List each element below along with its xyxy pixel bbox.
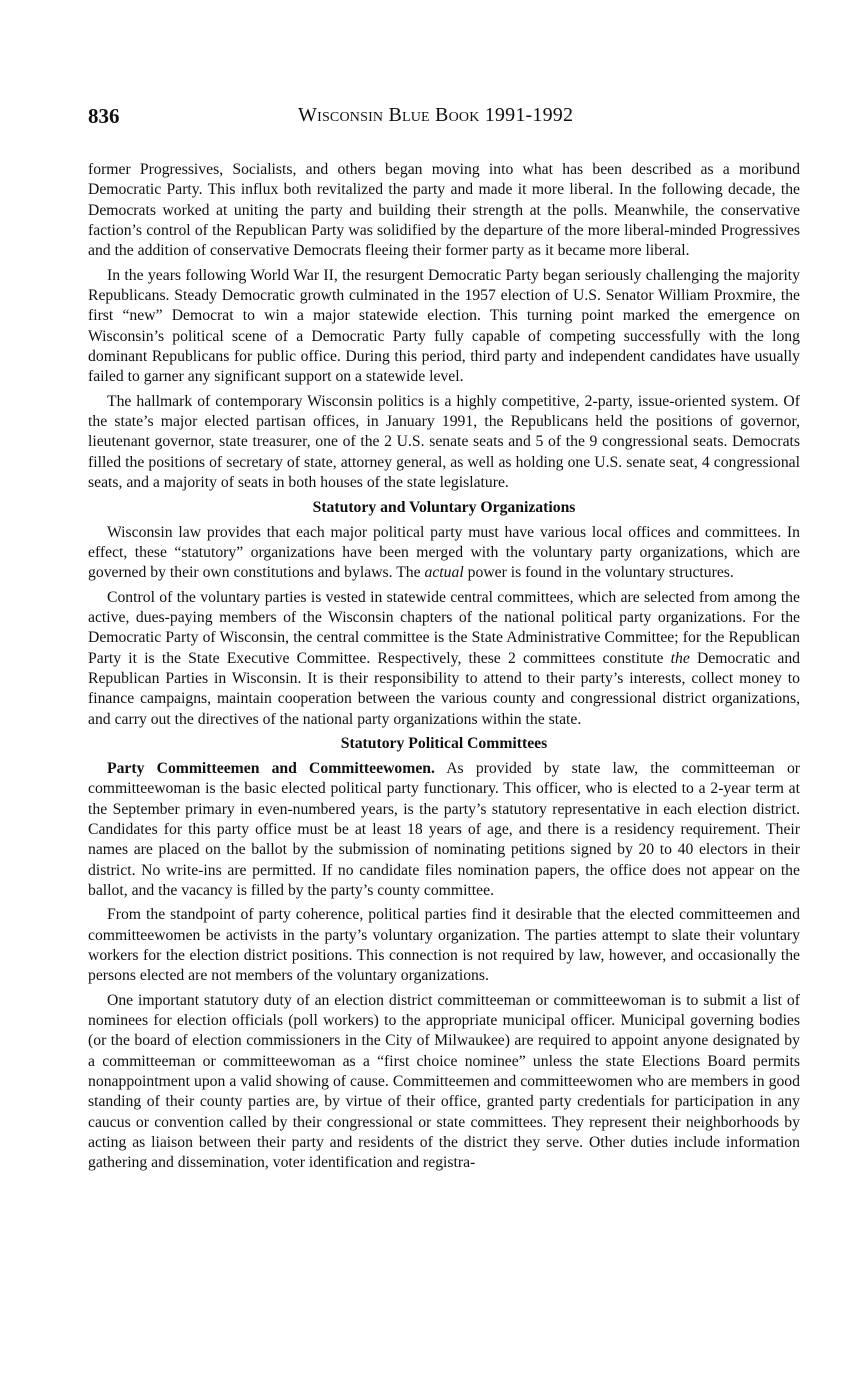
section-heading-statutory-voluntary: Statutory and Voluntary Organizations bbox=[312, 498, 576, 516]
page-header bbox=[88, 104, 800, 130]
running-title bbox=[298, 104, 573, 127]
p4-text-a: Wisconsin law provides that each major political party must have various local offices and committees. In effect, these “statutory” organizations have been merged with the voluntary party organizations, which are governed by their own constitutions and bylaws. The bbox=[88, 523, 800, 582]
paragraph-control bbox=[88, 588, 800, 730]
paragraph-postwar: In the years following World War II, the resurgent Democratic Party began seriously challenging the majority Republicans. Steady Democratic growth culminated in the 1957 election of U.S. Senator William Proxmire, the first “new” Democrat to win a major statewide election. This turning point marked the emergence on Wisconsin’s political scene of a Democratic Party fully capable of competing successfully with the long dominant Republicans for public office. During this period, third party and independent candidates have usually failed to garner any significant support on a statewide level. bbox=[88, 266, 800, 386]
title-years: 1991-1992 bbox=[484, 104, 574, 126]
title-lue: lue bbox=[402, 104, 430, 126]
page-number: 836 bbox=[88, 104, 120, 128]
paragraph-continued: former Progressives, Socialists, and others began moving into what has been described as a moribund Democratic Party. This influx both revitalized the party and made it more liberal. In the following decade, the Democrats worked at uniting the party and building their strength at the polls. Meanwhile, the conservative faction’s control of the Republican Party was solidified by the departure of the more liberal-minded Progressives and the addition of conservative Democrats fleeing their former party as it became more liberal. bbox=[88, 161, 800, 260]
paragraph-wisconsin-law bbox=[88, 523, 800, 584]
p4-text-b: power is found in the voluntary structures. bbox=[463, 564, 734, 582]
title-b: B bbox=[388, 104, 402, 126]
p4-emphasis: actual bbox=[424, 564, 464, 582]
p5-text-b: Democratic and Republican Parties in Wisconsin. It is their responsibility to attend to their party’s interests, collect money to finance campaigns, maintain cooperation between the various county and congressional district organizations, and carry out the directives of the national party organizations within the state. bbox=[88, 649, 801, 728]
section-heading-political-committees: Statutory Political Committees bbox=[340, 734, 548, 752]
p5-emphasis: the bbox=[670, 649, 690, 667]
title-isconsin: isconsin bbox=[317, 104, 384, 126]
paragraph-coherence: From the standpoint of party coherence, political parties find it desirable that the elected committeemen and committeewomen be activists in the party’s voluntary organization. The parties attempt to slate their voluntary workers for the election district positions. This connection is not required by law, however, and occasionally the persons elected are not members of the voluntary organizations. bbox=[88, 906, 800, 985]
p5-text-a: Control of the voluntary parties is vested in statewide central committees, which are selected from among the active, dues-paying members of the Wisconsin chapters of the national political party organizations. For the Democratic Party of Wisconsin, the central committee is the State Administrative Committee; for the Republican Party it is the State Executive Committee. Respectively, these 2 committees constitute bbox=[88, 588, 800, 667]
title-ook: ook bbox=[448, 104, 480, 126]
p6-text: As provided by state law, the committeeman or committeewoman is the basic elected political party functionary. This officer, who is elected to a 2-year term at the September primary in even-numbered years, is the party’s statutory representative in each election district. Candidates for this party office must be at least 18 years of age, and there is a residency requirement. Their names are placed on the ballot by the submission of nominating petitions signed by 20 to 40 electors in their district. No write-ins are permitted. If no candidate files nomination papers, the office does not appear on the ballot, and the vacancy is filled by the party’s county committee. bbox=[88, 759, 801, 899]
paragraph-committeemen bbox=[88, 759, 800, 901]
title-book-b: B bbox=[435, 104, 449, 126]
body-text bbox=[88, 160, 800, 1178]
run-in-heading: Party Committeemen and Committeewomen. bbox=[107, 759, 435, 777]
paragraph-duties: One important statutory duty of an election district committeeman or committeewoman is to submit a list of nominees for election officials (poll workers) to the appropriate municipal officer. Municipal governing bodies (or the board of election commissioners in the City of Milwaukee) are required to appoint anyone designated by a committeeman or committeewoman as a “first choice nominee” unless the state Elections Board permits nonappointment upon a valid showing of cause. Committeemen and committeewomen who are members in good standing of their county parties are, by virtue of their office, granted party credentials for participation in any caucus or convention called by their congressional or state committees. They represent their neighborhoods by acting as liaison between their party and residents of the district they serve. Other duties include information gathering and dissemination, voter identification and registra- bbox=[88, 991, 800, 1172]
title-w: W bbox=[298, 104, 318, 126]
paragraph-contemporary: The hallmark of contemporary Wisconsin politics is a highly competitive, 2-party, issue-oriented system. Of the state’s major elected partisan offices, in January 1991, the Republicans held the positions of governor, lieutenant governor, state treasurer, one of the 2 U.S. senate seats and 5 of the 9 congressional seats. Democrats filled the positions of secretary of state, attorney general, as well as holding one U.S. senate seat, 4 congressional seats, and a majority of seats in both houses of the state legislature. bbox=[88, 392, 800, 492]
